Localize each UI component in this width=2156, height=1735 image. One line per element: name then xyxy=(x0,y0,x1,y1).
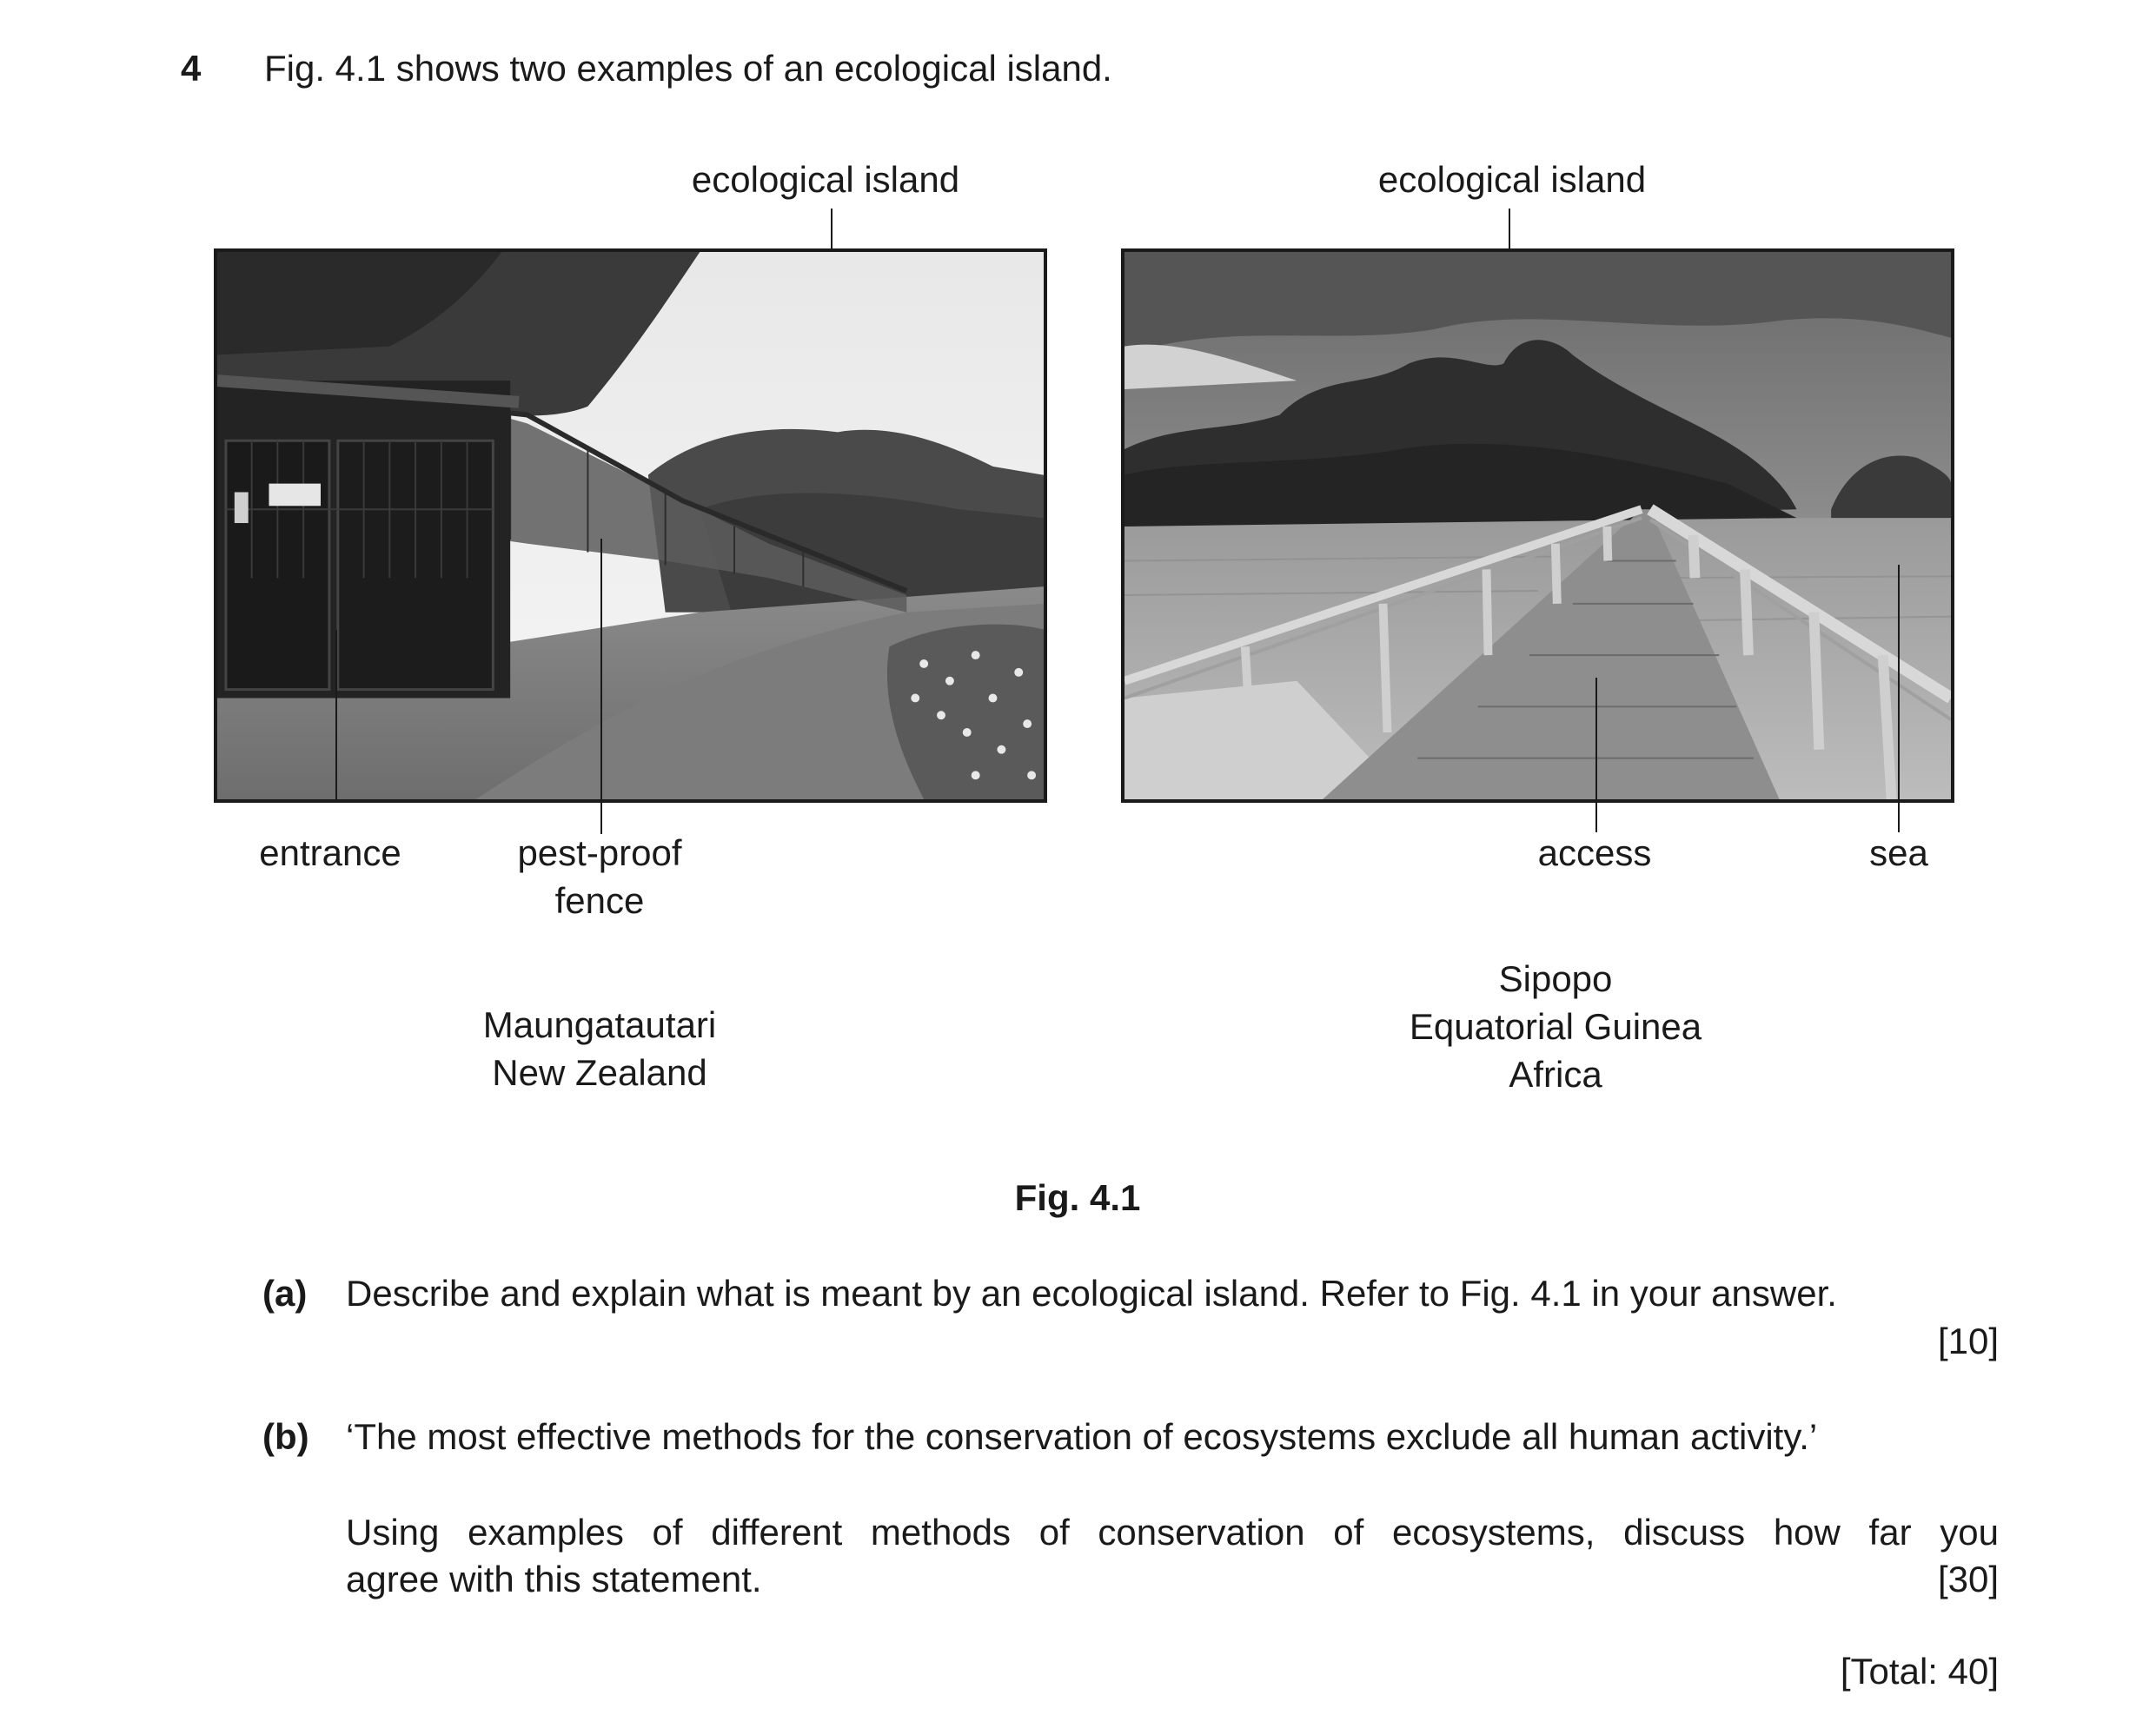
question-intro: Fig. 4.1 shows two examples of an ecological island. xyxy=(264,48,1112,89)
label-access: access xyxy=(1537,832,1652,873)
label-ecological-island-left: ecological island xyxy=(691,159,960,200)
photo-sipopo-illustration xyxy=(1124,252,1951,799)
caption-left-line1: Maungatautari xyxy=(482,1004,717,1045)
part-b-text-line2: agree with this statement. xyxy=(346,1559,762,1599)
part-a-label: (a) xyxy=(262,1273,308,1314)
part-b-quote: ‘The most effective methods for the conservation of ecosystems exclude all human activity.’ xyxy=(346,1416,1818,1457)
caption-right-line1: Sipopo xyxy=(1498,958,1613,999)
label-sea: sea xyxy=(1869,832,1928,873)
figure-caption: Fig. 4.1 xyxy=(1014,1177,1141,1218)
photo-maungatautari xyxy=(214,248,1047,803)
caption-right-line2: Equatorial Guinea xyxy=(1409,1006,1702,1047)
label-pest-proof: pest-proof xyxy=(517,832,682,873)
part-b-label: (b) xyxy=(262,1416,309,1457)
caption-right-line3: Africa xyxy=(1509,1054,1602,1095)
photo-sipopo xyxy=(1121,248,1954,803)
part-a-marks: [10] xyxy=(1937,1321,1999,1361)
photo-maungatautari-illustration xyxy=(217,252,1044,799)
part-b-marks: [30] xyxy=(1937,1559,1999,1599)
part-b-text-line1: Using examples of different methods of conservation of ecosystems, discuss how far you xyxy=(346,1512,1999,1553)
part-a-text: Describe and explain what is meant by an ecological island. Refer to Fig. 4.1 in your answer. xyxy=(346,1273,1837,1314)
question-number: 4 xyxy=(181,48,202,89)
leader-entrance xyxy=(335,630,337,802)
caption-left-line2: New Zealand xyxy=(492,1052,707,1093)
leader-sea xyxy=(1898,565,1900,832)
label-entrance: entrance xyxy=(259,832,401,873)
leader-pest-proof-fence xyxy=(600,539,602,834)
label-fence: fence xyxy=(554,880,645,921)
label-ecological-island-right: ecological island xyxy=(1377,159,1647,200)
total-marks: [Total: 40] xyxy=(1840,1651,1999,1692)
leader-access xyxy=(1595,678,1597,832)
